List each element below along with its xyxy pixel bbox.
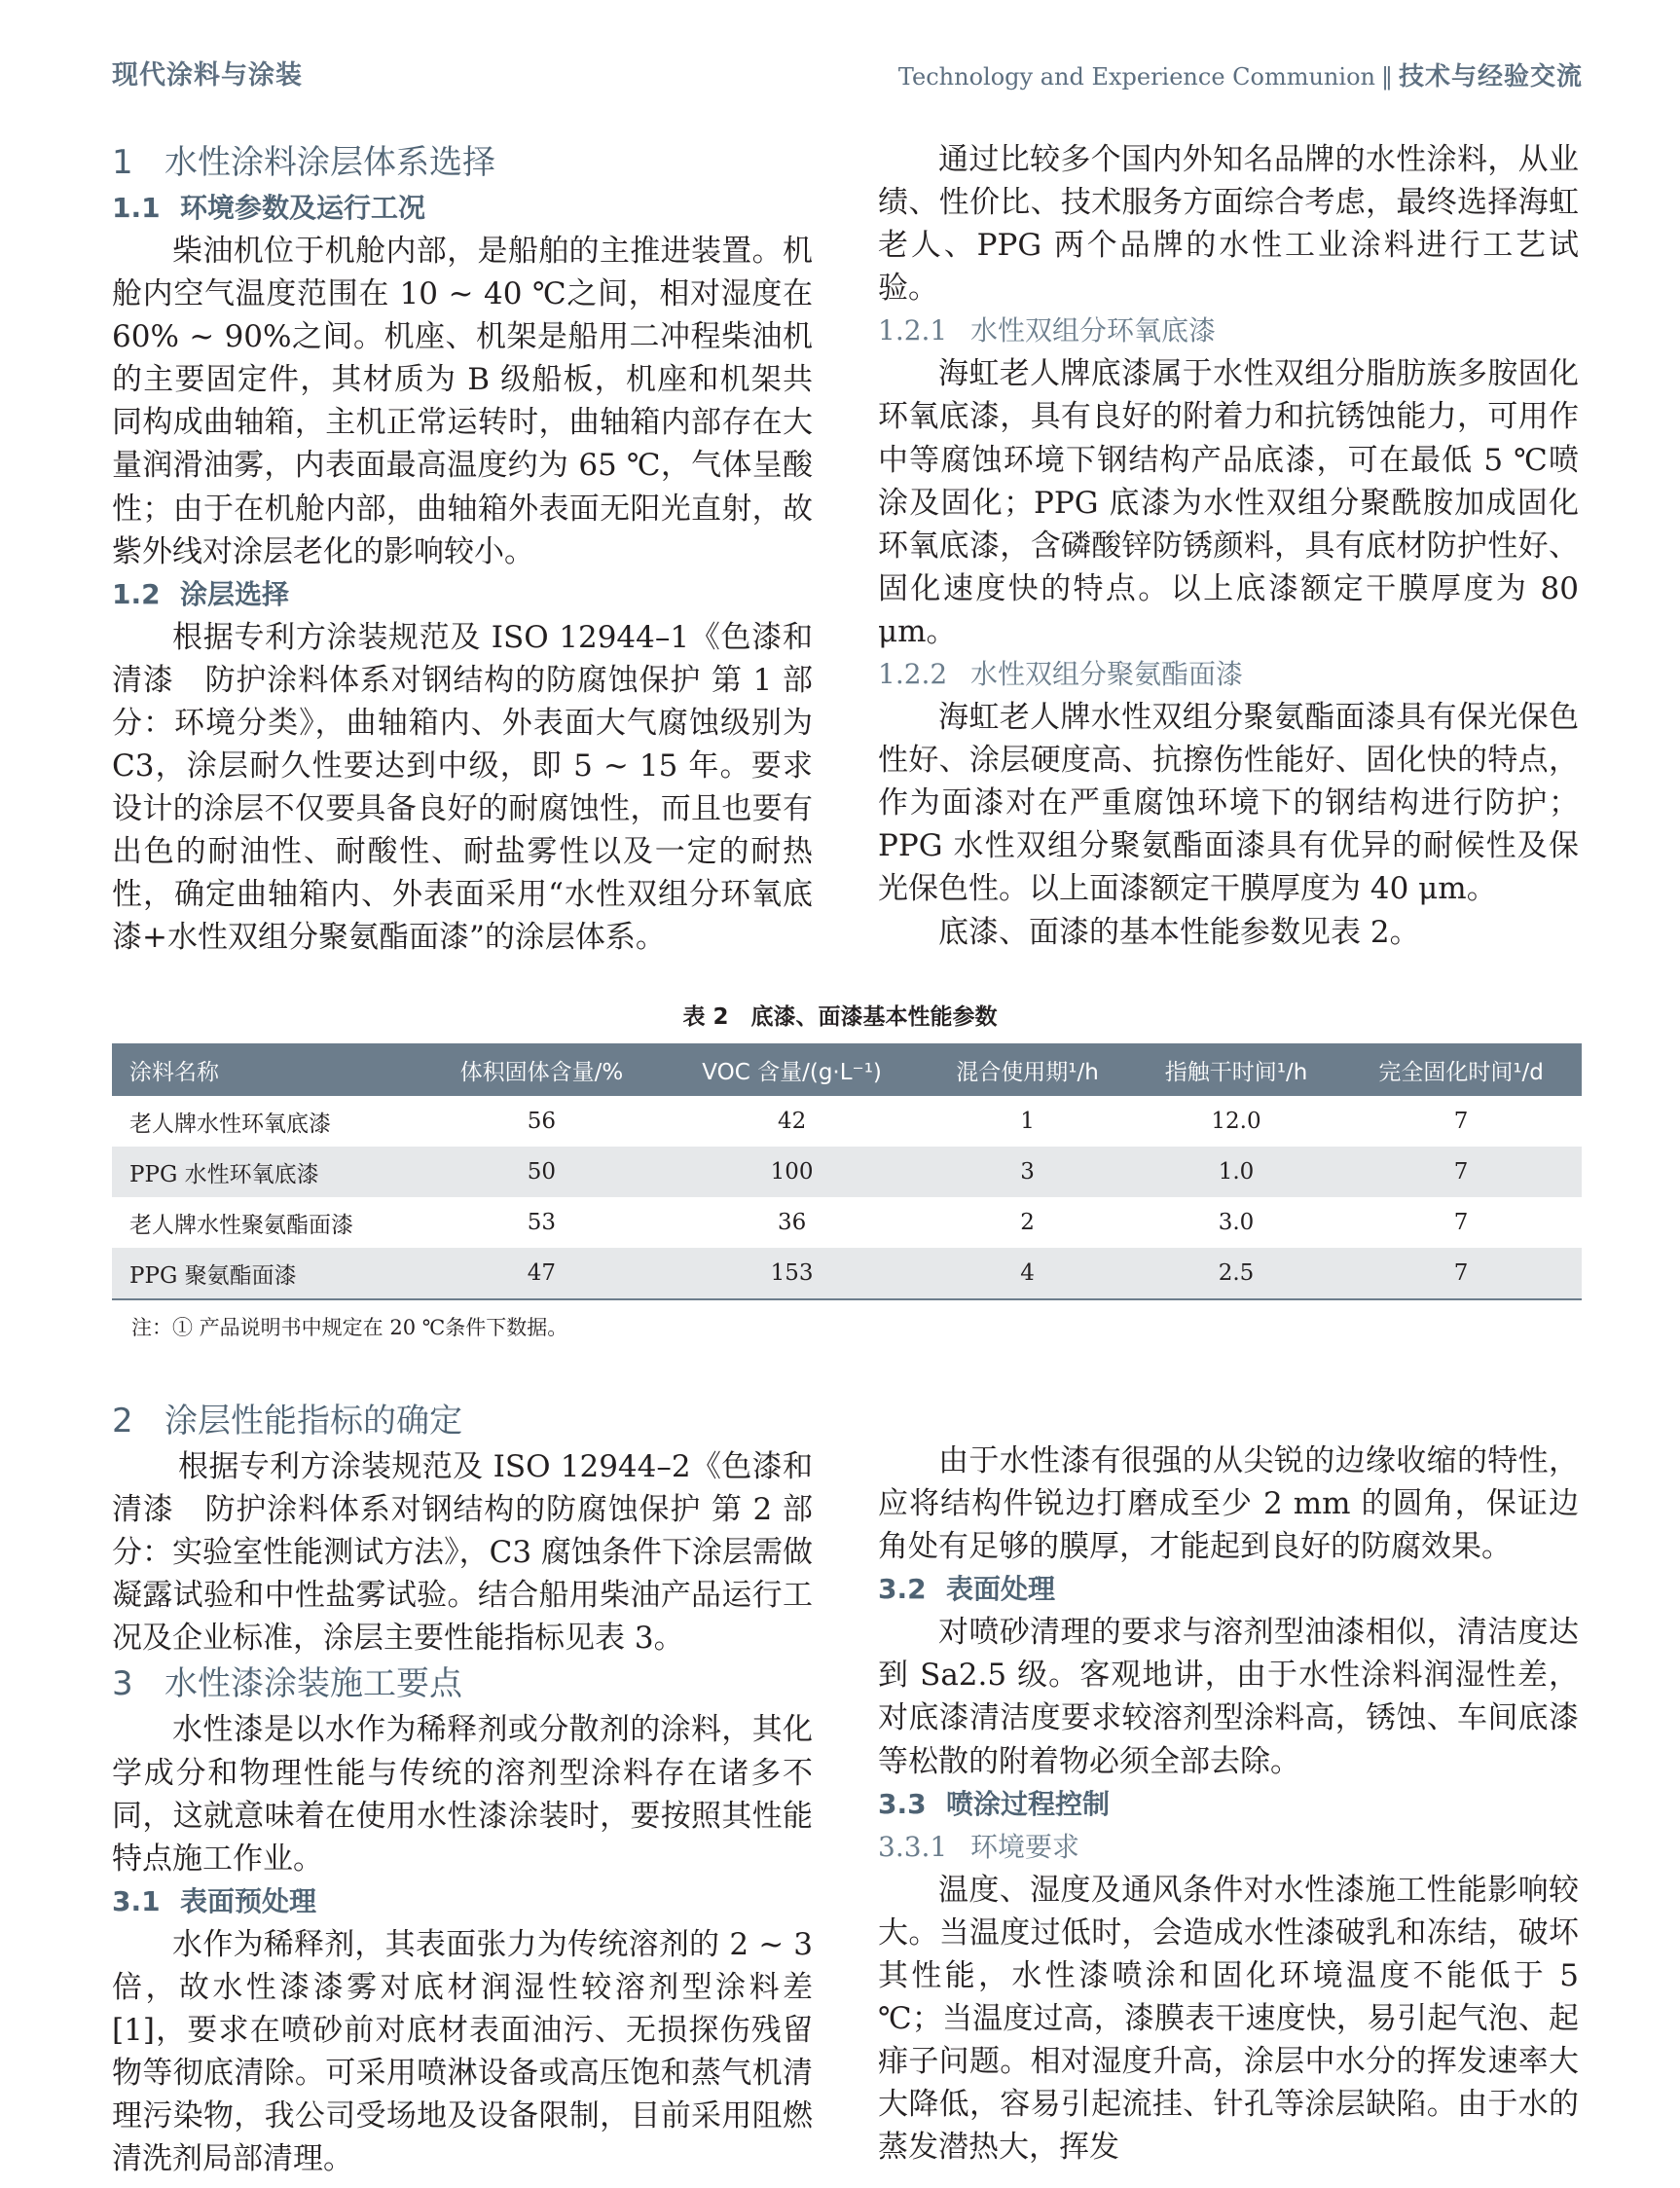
paragraph: 水性漆是以水作为稀释剂或分散剂的涂料，其化学成分和物理性能与传统的溶剂型涂料存在诸多不同，这就意味着在使用水性漆涂装时，要按照其性能特点施工作业。 [112,1712,813,1877]
heading-1-1: 1.1 环境参数及运行工况 [112,192,426,224]
col-header: 体积固体含量/% [422,1043,661,1096]
paragraph: 柴油机位于机舱内部，是船舶的主推进装置。机舱内空气温度范围在 10 ~ 40 ℃之间，相对湿度在 60% ~ 90%之间。机座、机架是船用二冲程柴油机的主要固定件，其材质为 B 级船板，机座和机架共同构成曲轴箱，主机正常运转时，曲轴箱内部存在大量润滑油雾，内表面最高温度约为 65 ℃，气体呈酸性；由于在机舱内部，曲轴箱外表面无阳光直射，故紫外线对涂层老化的影响较小。 [112,234,813,569]
table-2 [112,1043,1582,1300]
table-cell: 56 [527,1109,557,1134]
table-cell: 1 [1020,1109,1035,1134]
heading-3: 3 水性漆涂装施工要点 [112,1664,462,1704]
table-cell: 3.0 [1218,1210,1255,1235]
table-cell: 50 [422,1147,661,1197]
table-header-row [112,1043,1582,1096]
paragraph: 温度、湿度及通风条件对水性漆施工性能影响较大。当温度过低时，会造成水性漆破乳和冻结，破坏其性能，水性漆喷涂和固化环境温度不能低于 5 ℃；当温度过高，漆膜表干速度快，易引起气泡、起痱子问题。相对湿度升高，涂层中水分的挥发速率大大降低，容易引起流挂、针孔等涂层缺陷。由于水的蒸发潜热大，挥发 [878,1872,1579,2166]
table-cell: 老人牌水性环氧底漆 [129,1111,331,1137]
heading-1-2-1: 1.2.1 水性双组分环氧底漆 [878,314,1217,347]
table-cell: 53 [527,1210,557,1235]
table-cell: 36 [777,1210,807,1235]
heading-2: 2 涂层性能指标的确定 [112,1402,462,1440]
heading-3-3: 3.3 喷涂过程控制 [878,1787,1111,1820]
table-cell: 7 [1340,1147,1582,1197]
table-cell: 老人牌水性聚氨酯面漆 [129,1212,353,1238]
section-en: Technology and Experience Communion [897,63,1375,91]
header-separator: ‖ [1380,63,1393,91]
table-row [112,1147,1582,1197]
table-cell: 4 [923,1248,1131,1299]
table-cell: PPG 水性环氧底漆 [112,1147,422,1197]
table-cell: PPG 聚氨酯面漆 [112,1248,422,1299]
col-header: 混合使用期¹/h [923,1043,1131,1096]
table-cell: 2.5 [1132,1248,1340,1299]
table-cell: 7 [1340,1248,1582,1299]
paragraph: 海虹老人牌水性双组分聚氨酯面漆具有保光保色性好、涂层硬度高、抗擦伤性能好、固化快的特点，作为面漆对在严重腐蚀环境下的钢结构进行防护；PPG 水性双组分聚氨酯面漆具有优异的耐候性及保光保色性。以上面漆额定干膜厚度为 40 μm。 [878,700,1579,907]
heading-3-2: 3.2 表面处理 [878,1573,1056,1606]
paragraph: 根据专利方涂装规范及 ISO 12944–1《色漆和清漆 防护涂料体系对钢结构的防腐蚀保护 第 1 部分：环境分类》，曲轴箱内、外表面大气腐蚀级别为 C3，涂层耐久性要达到中级，即 5 ~ 15 年。要求设计的涂层不仅要具备良好的耐腐蚀性，而且也要有出色的耐油性、耐酸性、耐盐雾性以及一定的耐热性，确定曲轴箱内、外表面采用“水性双组分环氧底漆+水性双组分聚氨酯面漆”的涂层体系。 [112,619,813,956]
paragraph: 对喷砂清理的要求与溶剂型油漆相似，清洁度达到 Sa2.5 级。客观地讲，由于水性涂料润湿性差，对底漆清洁度要求较溶剂型涂料高，锈蚀、车间底漆等松散的附着物必须全部去除。 [878,1615,1579,1779]
table-cell: 3 [923,1147,1131,1197]
paragraph: 由于水性漆有很强的从尖锐的边缘收缩的特性，应将结构件锐边打磨成至少 2 mm 的圆角，保证边角处有足够的膜厚，才能起到良好的防腐效果。 [878,1443,1579,1565]
col-header: VOC 含量/(g·L⁻¹) [661,1043,923,1096]
paragraph: 底漆、面漆的基本性能参数见表 2。 [938,914,1420,950]
table-cell: 1.0 [1132,1147,1340,1197]
table-caption: 表 2 底漆、面漆基本性能参数 [682,1004,998,1030]
journal-title: 现代涂料与涂装 [112,60,303,91]
running-header [898,56,1583,92]
top-right-column-body [878,138,1579,954]
table-cell: 100 [661,1147,923,1197]
col-header: 指触干时间¹/h [1132,1043,1340,1096]
col-header: 完全固化时间¹/d [1340,1043,1582,1096]
heading-3-1: 3.1 表面预处理 [112,1884,317,1917]
table-cell: 153 [661,1248,923,1299]
col-header: 涂料名称 [112,1043,422,1096]
bottom-right-column [878,1440,1579,2169]
table-cell: 47 [422,1248,661,1299]
table-cell: 7 [1453,1109,1469,1134]
table-row [112,1197,1582,1248]
paragraph: 通过比较多个国内外知名品牌的水性涂料，从业绩、性价比、技术服务方面综合考虑，最终选择海虹老人、PPG 两个品牌的水性工业涂料进行工艺试验。 [878,142,1579,307]
paragraph: 根据专利方涂装规范及 ISO 12944–2《色漆和清漆 防护涂料体系对钢结构的防腐蚀保护 第 2 部分：实验室性能测试方法》，C3 腐蚀条件下涂层需做凝露试验和中性盐雾试验。结合船用柴油产品运行工况及企业标准，涂层主要性能指标见表 3。 [112,1449,813,1657]
table-cell: 7 [1453,1210,1469,1235]
heading-1-2-2: 1.2.2 水性双组分聚氨酯面漆 [878,658,1244,691]
paragraph: 海虹老人牌底漆属于水性双组分脂肪族多胺固化环氧底漆，具有良好的附着力和抗锈蚀能力，可用作中等腐蚀环境下钢结构产品底漆，可在最低 5 ℃喷涂及固化；PPG 底漆为水性双组分聚酰胺加成固化环氧底漆，含磷酸锌防锈颜料，具有底材防护性好、固化速度快的特点。以上底漆额定干膜厚度为 80 μm。 [878,356,1579,649]
table-cell: 42 [777,1109,807,1134]
section-cn: 技术与经验交流 [1398,62,1583,91]
heading-1: 1 水性涂料涂层体系选择 [112,143,495,182]
heading-1-2: 1.2 涂层选择 [112,577,290,610]
paragraph: 水作为稀释剂，其表面张力为传统溶剂的 2 ~ 3 倍，故水性漆漆雾对底材润湿性较溶剂型涂料差[1]，要求在喷砂前对底材表面油污、无损探伤残留物等彻底清除。可采用喷淋设备或高压饱和蒸气机清理污染物，我公司受场地及设备限制，目前采用阻燃清洗剂局部清理。 [112,1926,813,2177]
table-cell: 2 [1020,1210,1035,1235]
table-note: 注：① 产品说明书中规定在 20 ℃条件下数据。 [131,1316,568,1339]
top-left-column [112,138,813,960]
bottom-left-column [112,1397,813,2180]
table-row [112,1096,1582,1147]
table-row [112,1248,1582,1299]
table-cell: 12.0 [1211,1109,1261,1134]
heading-3-3-1: 3.3.1 环境要求 [878,1830,1080,1863]
